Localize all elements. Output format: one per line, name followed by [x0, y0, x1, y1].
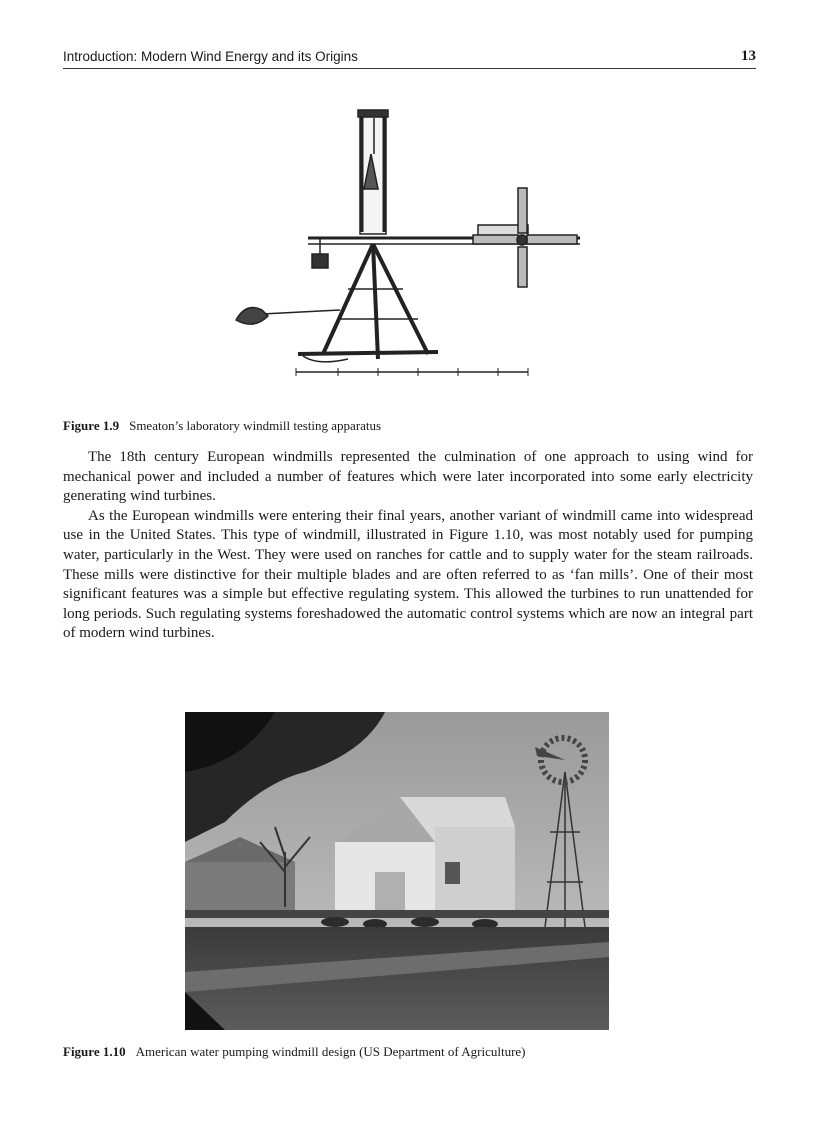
figure-label: Figure 1.9 [63, 418, 120, 433]
paragraph: As the European windmills were entering their final years, another variant of windmill came into widespread use in the United States. This type of windmill, illustrated in Figure 1.10, was most notably used for pumping water, particularly in the West. They were used on ranches for cattle and to supply water for the steam railroads. These mills were distinctive for their multiple blades and are often referred to as ‘fan mills’. One of their most significant features was a simple but effective regulating system. This allowed the turbines to run unattended for long periods. Such regulating systems foreshadowed the automatic control systems which are now an integral part of modern wind turbines. [63, 507, 753, 642]
figure-caption-text: Smeaton’s laboratory windmill testing apparatus [129, 418, 382, 433]
figure-caption-text: American water pumping windmill design (US Department of Agriculture) [135, 1044, 526, 1059]
body-text [63, 448, 753, 644]
running-header-title: Introduction: Modern Wind Energy and its Origins [63, 49, 358, 64]
paragraph: The 18th century European windmills represented the culmination of one approach to using wind for mechanical power and included a number of features which were later incorporated into some early electricity generating wind turbines. [63, 449, 753, 505]
figure-1-9-caption [63, 418, 381, 434]
figure-1-10-caption [63, 1044, 526, 1060]
page-number: 13 [741, 48, 756, 64]
running-header [63, 48, 756, 69]
figure-label: Figure 1.10 [63, 1044, 126, 1059]
farm-windmill-photo [185, 712, 609, 1030]
smeaton-apparatus-illustration [228, 104, 592, 394]
